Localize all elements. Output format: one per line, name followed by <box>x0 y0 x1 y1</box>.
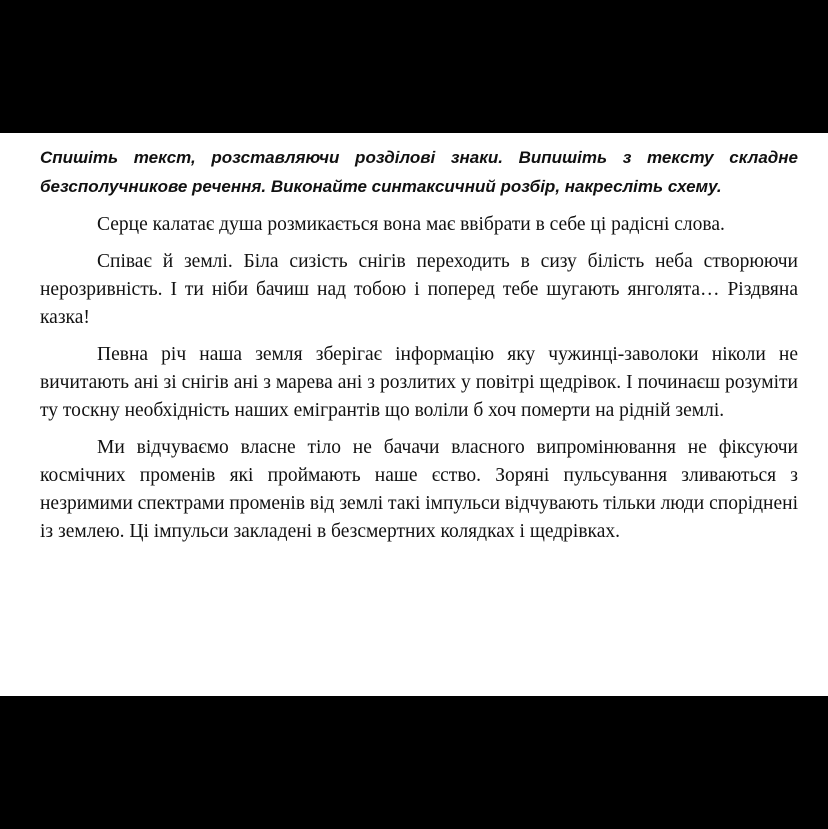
paragraph-2: Співає й землі. Біла сизість снігів переходить в сизу білість неба створюючи нерозривність. І ти ніби бачиш над тобою і поперед тебе шугають янголята… Різдвяна казка! <box>40 251 798 328</box>
task-instruction: Спишіть текст, розставляючи розділові знаки. Випишіть з тексту складне безсполучникове речення. Виконайте синтаксичний розбір, накресліть схему. <box>40 148 798 196</box>
paragraph-4: Ми відчуваємо власне тіло не бачачи власного випромінювання не фіксуючи космічних променів які проймають наше єство. Зоряні пульсування зливаються з незримими спектрами променів від землі такі імпульси відчувають тільки люди споріднені із землею. Ці імпульси закладені в безсмертних колядках і щедрівках. <box>40 437 798 542</box>
document-page <box>0 133 828 696</box>
paragraph-1: Серце калатає душа розмикається вона має ввібрати в себе ці радісні слова. <box>97 214 725 235</box>
paragraph-3: Певна річ наша земля зберігає інформацію яку чужинці-заволоки ніколи не вичитають ані зі снігів ані з марева ані з розлитих у повітрі щедрівок. І починаєш розуміти ту тоскну необхідність наших емігрантів що воліли б хоч померти на рідній землі. <box>40 344 798 421</box>
